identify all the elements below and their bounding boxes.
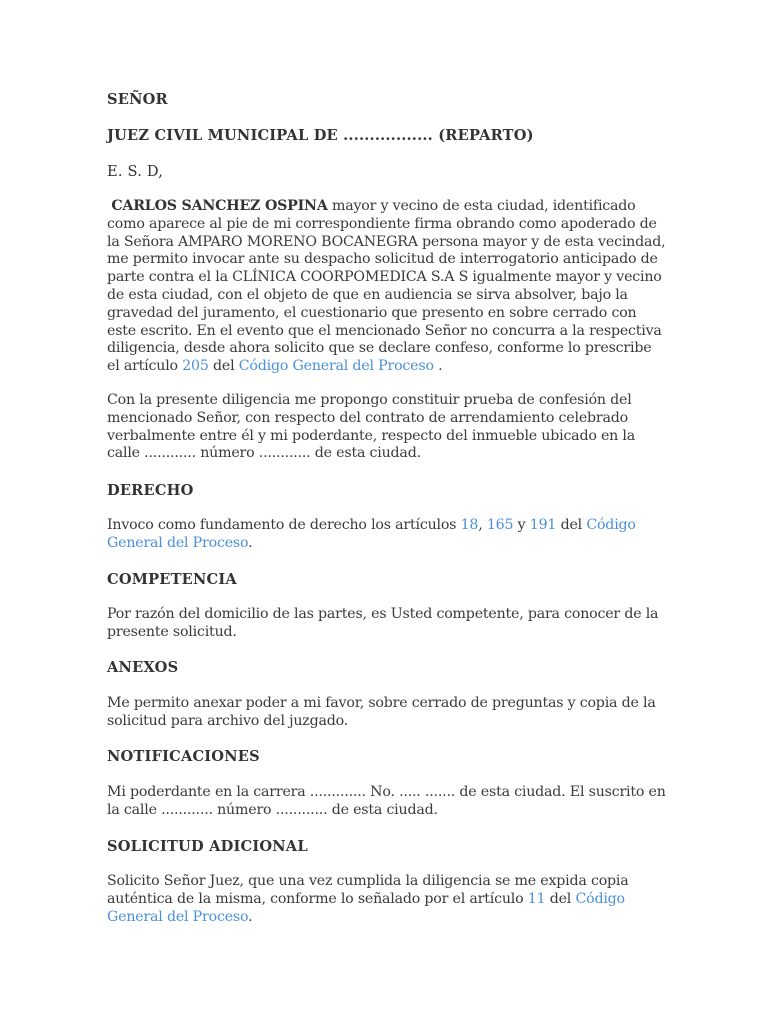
notificaciones-heading: NOTIFICACIONES (107, 748, 260, 765)
purpose-paragraph: Con la presente diligencia me propongo constituir prueba de confesión del mencionado Señor, con respecto del contrato de arrendamiento celebrado verbalmente entre él y mi poderdante, respecto del inmueble ubicado en la calle ............ número ............ de esta ciudad. (107, 392, 636, 462)
derecho-sep-2: y (513, 517, 530, 533)
competencia-heading: COMPETENCIA (107, 571, 237, 588)
solicitud-paragraph (107, 873, 667, 926)
derecho-end: . (248, 534, 253, 551)
derecho-paragraph (107, 517, 667, 553)
salutation: SEÑOR (107, 91, 168, 108)
article-205-link[interactable]: 205 (182, 358, 209, 375)
intro-paragraph (107, 198, 667, 376)
derecho-connector: del (556, 517, 587, 533)
solicitud-connector: del (545, 890, 576, 907)
addressee: JUEZ CIVIL MUNICIPAL DE ................. (REPARTO) (107, 127, 534, 144)
article-191-link[interactable]: 191 (529, 517, 557, 533)
notificaciones-paragraph: Mi poderdante en la carrera ............. No. ..... ....... de esta ciudad. El suscrito en la calle ............ número ............ de esta ciudad. (107, 784, 666, 818)
intro-end: . (433, 358, 443, 375)
intro-connector: del (208, 358, 239, 375)
codigo-general-link[interactable]: Código General del Proceso (107, 890, 625, 925)
codigo-general-link[interactable]: Código General del Proceso (238, 358, 434, 375)
solicitud-end: . (248, 908, 253, 925)
article-18-link[interactable]: 18 (460, 517, 479, 533)
article-165-link[interactable]: 165 (486, 517, 514, 533)
anexos-paragraph: Me permito anexar poder a mi favor, sobre cerrado de preguntas y copia de la solicitud para archivo del juzgado. (107, 695, 656, 729)
intro-text: mayor y vecino de esta ciudad, identificado como aparece al pie de mi correspondiente firma obrando como apoderado de la Señora AMPARO MORENO BOCANEGRA persona mayor y de esta vecindad, me permito invocar ante su despacho solicitud de interrogatorio anticipado de parte contra el la CLÍNICA COORPOMEDICA S.A S igualmente mayor y vecino de esta ciudad, con el objeto de que en audiencia se sirva absolver, bajo la gravedad del juramento, el cuestionario que presento en sobre cerrado con este escrito. En el evento que el mencionado Señor no concurra a la respectiva diligencia, desde ahora solicito que se declare confeso, conforme lo prescribe el artículo (107, 198, 666, 375)
solicitud-text: Solicito Señor Juez, que una vez cumplida la diligencia se me expida copia auténtica de la misma, conforme lo señalado por el artículo (107, 873, 629, 907)
derecho-sep-1: , (478, 517, 487, 533)
derecho-heading: DERECHO (107, 482, 194, 499)
article-11-link[interactable]: 11 (527, 890, 546, 907)
competencia-paragraph: Por razón del domicilio de las partes, es Usted competente, para conocer de la presente solicitud. (107, 606, 659, 640)
solicitud-heading: SOLICITUD ADICIONAL (107, 838, 308, 855)
esd-line: E. S. D, (107, 163, 164, 180)
derecho-text: Invoco como fundamento de derecho los artículos (107, 517, 461, 533)
attorney-name: CARLOS SANCHEZ OSPINA (111, 198, 328, 214)
codigo-general-link[interactable]: Código General del Proceso (107, 517, 636, 551)
anexos-heading: ANEXOS (107, 659, 179, 676)
